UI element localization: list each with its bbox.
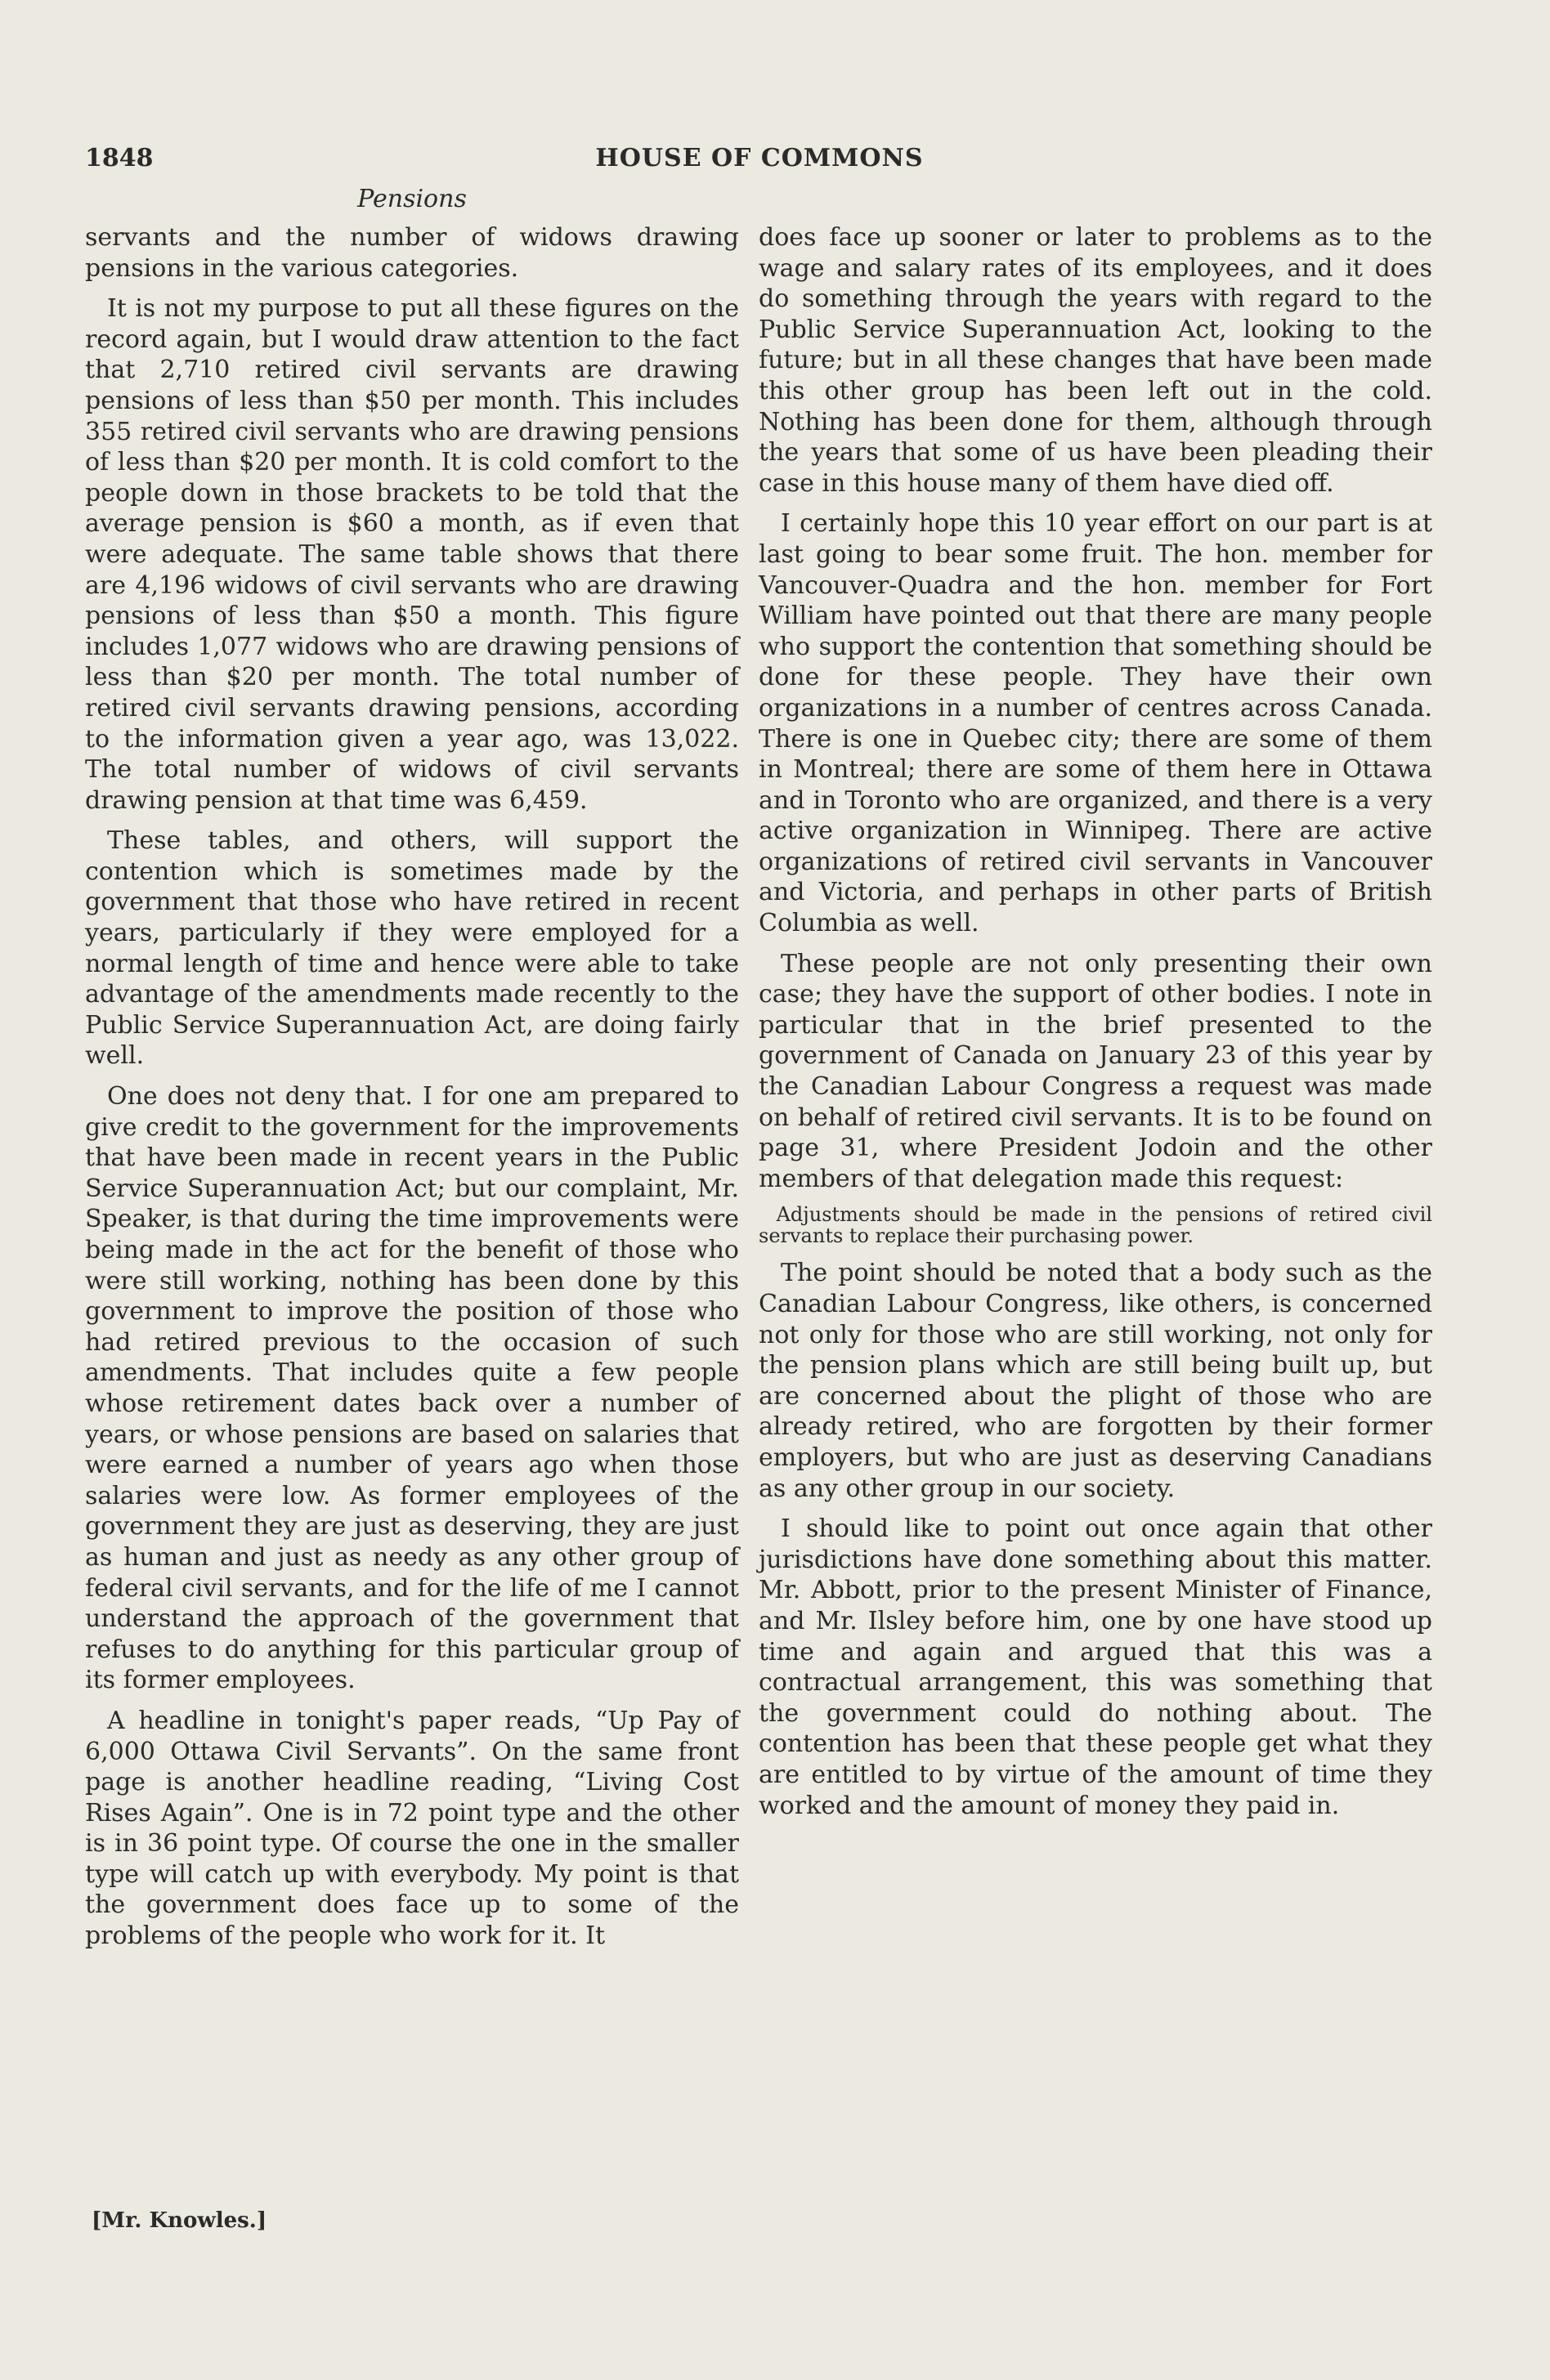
page-number: 1848 — [85, 144, 154, 172]
paragraph: The point should be noted that a body such as the Canadian Labour Congress, like others, is concerned not only for those who are still working, not only for the pension plans which are still being built up, but are concerned about the plight of those who are already retired, who are forgotten by their former employers, but who are just as deserving Canadians as any other group in our society. — [759, 1259, 1432, 1503]
paragraph: These people are not only presenting their own case; they have the support of other bodies. I note in particular that in the brief presented to the government of Canada on January 23 of this year by the Canadian Labour Congress a request was made on behalf of retired civil servants. It is to be found on page 31, where President Jodoin and the other members of that delegation made this request: — [759, 949, 1432, 1193]
paragraph: One does not deny that. I for one am prepared to give credit to the government for the improvements that have been made in recent years in the Public Service Superannuation Act; but our complaint, Mr. Speaker, is that during the time improvements were being made in the act for the benefit of those who were still working, nothing has been done by this government to improve the position of those who had retired previous to the occasion of such amendments. That includes quite a few people whose retirement dates back over a number of years, or whose pensions are based on salaries that were earned a number of years ago when those salaries were low. As former employees of the government they are just as deserving, they are just as human and just as needy as any other group of federal civil servants, and for the life of me I cannot understand the approach of the government that refuses to do anything for this particular group of its former employees. — [85, 1082, 739, 1695]
section-title: Pensions — [357, 185, 467, 213]
page-title: HOUSE OF COMMONS — [595, 144, 924, 172]
paragraph: These tables, and others, will support the contention which is sometimes made by the government that those who have retired in recent years, particularly if they were employed for a normal length of time and hence were able to take advantage of the amendments made recently to the Public Service Superannuation Act, are doing fairly well. — [85, 826, 739, 1071]
left-column — [85, 222, 739, 1962]
right-column — [759, 222, 1432, 1831]
page-header — [85, 144, 1434, 185]
paragraph: A headline in tonight's paper reads, “Up Pay of 6,000 Ottawa Civil Servants”. On the same front page is another headline reading, “Living Cost Rises Again”. One is in 72 point type and the other is in 36 point type. Of course the one in the smaller type will catch up with everybody. My point is that the government does face up to some of the problems of the people who work for it. It — [85, 1706, 739, 1951]
paragraph: I should like to point out once again that other jurisdictions have done something about this matter. Mr. Abbott, prior to the present Minister of Finance, and Mr. Ilsley before him, one by one have stood up time and again and argued that this was a contractual arrangement, this was something that the government could do nothing about. The contention has been that these people get what they are entitled to by virtue of the amount of time they worked and the amount of money they paid in. — [759, 1514, 1432, 1820]
paragraph: I certainly hope this 10 year effort on our part is at last going to bear some fruit. The hon. member for Vancouver-Quadra and the hon. member for Fort William have pointed out that there are many people who support the contention that something should be done for these people. They have their own organizations in a number of centres across Canada. There is one in Quebec city; there are some of them in Montreal; there are some of them here in Ottawa and in Toronto who are organized, and there is a very active organization in Winnipeg. There are active organizations of retired civil servants in Vancouver and Victoria, and perhaps in other parts of British Columbia as well. — [759, 509, 1432, 938]
block-quote: Adjustments should be made in the pensions of retired civil servants to replace their purchasing power. — [759, 1203, 1432, 1248]
paragraph: It is not my purpose to put all these figures on the record again, but I would draw attention to the fact that 2,710 retired civil servants are drawing pensions of less than $50 per month. This includes 355 retired civil servants who are drawing pensions of less than $20 per month. It is cold comfort to the people down in those brackets to be told that the average pension is $60 a month, as if even that were adequate. The same table shows that there are 4,196 widows of civil servants who are drawing pensions of less than $50 a month. This figure includes 1,077 widows who are drawing pensions of less than $20 per month. The total number of retired civil servants drawing pensions, according to the information given a year ago, was 13,022. The total number of widows of civil servants drawing pension at that time was 6,459. — [85, 294, 739, 815]
paragraph: does face up sooner or later to problems as to the wage and salary rates of its employees, and it does do something through the years with regard to the Public Service Superannuation Act, looking to the future; but in all these changes that have been made this other group has been left out in the cold. Nothing has been done for them, although through the years that some of us have been pleading their case in this house many of them have died off. — [759, 223, 1432, 498]
speaker-footer: [Mr. Knowles.] — [92, 2208, 267, 2233]
paragraph: servants and the number of widows drawing pensions in the various categories. — [85, 223, 739, 283]
